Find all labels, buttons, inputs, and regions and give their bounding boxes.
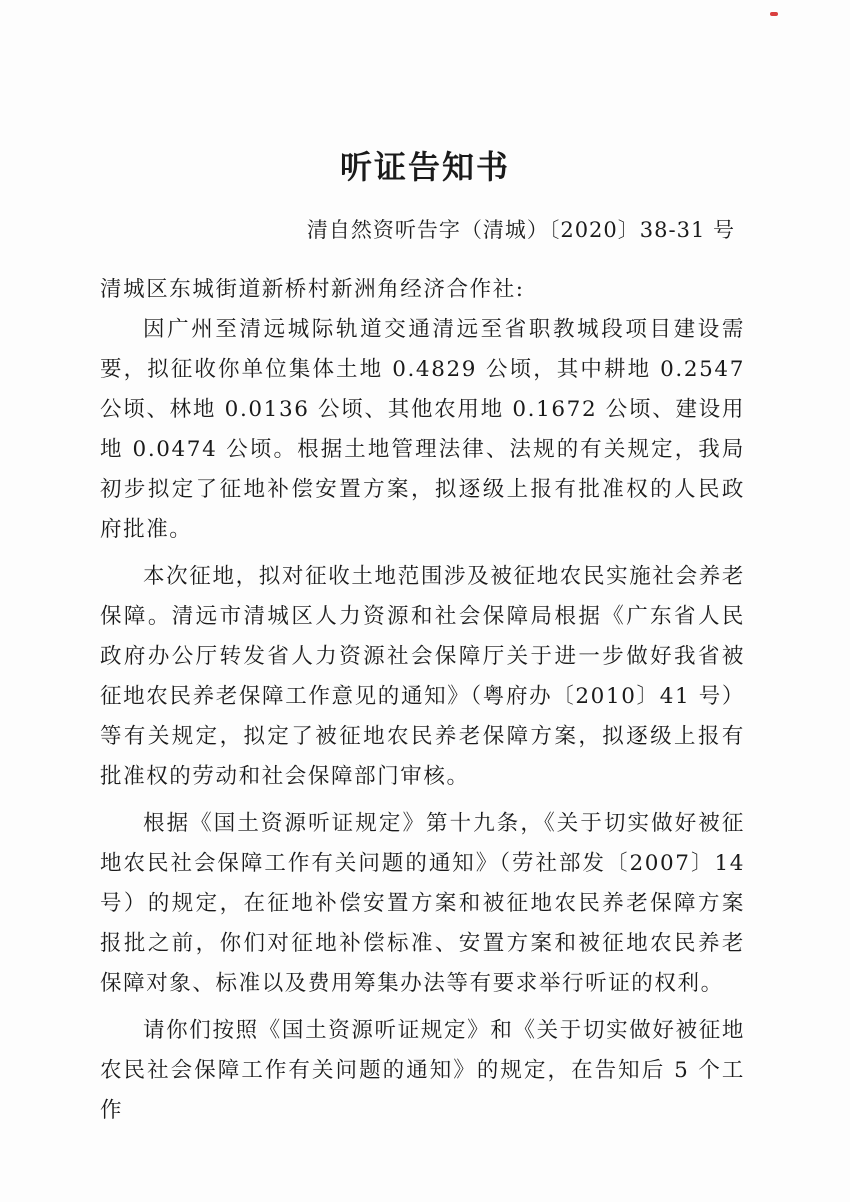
paragraph-1: 因广州至清远城际轨道交通清远至省职教城段项目建设需要，拟征收你单位集体土地 0.4829 公顷，其中耕地 0.2547 公顷、林地 0.0136 公顷、其他农用地 0.1672 公顷、建设用地 0.0474 公顷。根据土地管理法律、法规的有关规定，我局初步拟定了征地补偿安置方案，拟逐级上报有批准权的人民政府批准。 (100, 317, 745, 542)
red-ink-mark (770, 12, 778, 16)
paragraph-2: 本次征地，拟对征收土地范围涉及被征地农民实施社会养老保障。清远市清城区人力资源和社会保障局根据《广东省人民政府办公厅转发省人力资源社会保障厅关于进一步做好我省被征地农民养老保障工作意见的通知》（粤府办〔2010〕41 号）等有关规定，拟定了被征地农民养老保障方案，拟逐级上报有批准权的劳动和社会保障部门审核。 (100, 564, 745, 789)
document-title: 听证告知书 (339, 148, 510, 186)
salutation: 清城区东城街道新桥村新洲角经济合作社: (100, 277, 525, 302)
paragraph-3: 根据《国土资源听证规定》第十九条，《关于切实做好被征地农民社会保障工作有关问题的通知》（劳社部发〔2007〕14 号）的规定，在征地补偿安置方案和被征地农民养老保障方案报批之前，你们对征地补偿标准、安置方案和被征地农民养老保障对象、标准以及费用筹集办法等有要求举行听证的权利。 (100, 811, 745, 996)
paragraph-4: 请你们按照《国土资源听证规定》和《关于切实做好被征地农民社会保障工作有关问题的通知》的规定，在告知后 5 个工作 (100, 1018, 745, 1123)
document-number: 清自然资听告字（清城）〔2020〕38-31 号 (306, 218, 735, 242)
document-body (100, 270, 745, 1131)
